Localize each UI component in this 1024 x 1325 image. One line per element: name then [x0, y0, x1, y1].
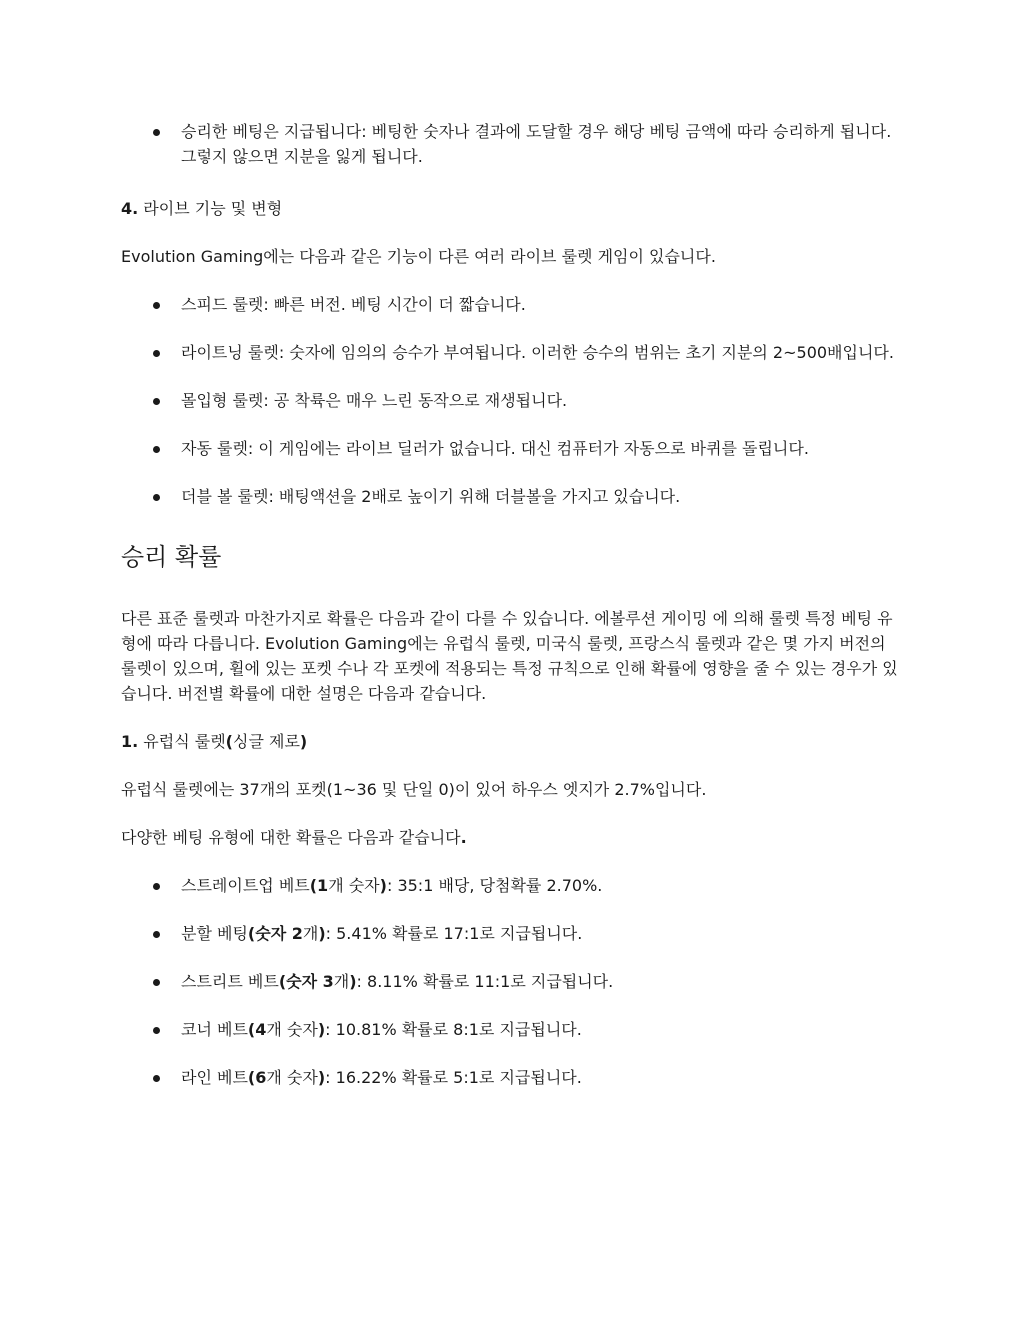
list-item: 스피드 룰렛: 빠른 버전. 베팅 시간이 더 짧습니다.	[121, 292, 901, 317]
bullet-icon	[153, 1027, 160, 1034]
section-4-heading: 4. 라이브 기능 및 변형	[121, 199, 283, 218]
list-item: 몰입형 룰렛: 공 착륙은 매우 느린 동작으로 재생됩니다.	[121, 388, 901, 413]
bullet-icon	[153, 931, 160, 938]
bullet-icon	[153, 494, 160, 501]
euro-heading: 1. 유럽식 룰렛(싱글 제로)	[121, 732, 308, 751]
list-item: 라인 베트(6개 숫자): 16.22% 확률로 5:1로 지급됩니다.	[121, 1065, 901, 1090]
bullet-icon	[153, 302, 160, 309]
euro-bets-lead: 다양한 베팅 유형에 대한 확률은 다음과 같습니다.	[121, 828, 467, 847]
feature-bullet-list	[121, 292, 901, 509]
odds-heading: 승리 확률	[121, 543, 222, 571]
bullet-icon	[153, 979, 160, 986]
bullet-icon	[153, 446, 160, 453]
bullet-icon	[153, 350, 160, 357]
bullet-icon	[153, 1075, 160, 1082]
bet-odds-list	[121, 873, 901, 1090]
section-4-intro: Evolution Gaming에는 다음과 같은 기능이 다른 여러 라이브 룰렛 게임이 있습니다.	[121, 247, 716, 266]
list-item: 스트리트 베트(숫자 3개): 8.11% 확률로 11:1로 지급됩니다.	[121, 969, 901, 994]
euro-description: 유럽식 룰렛에는 37개의 포켓(1~36 및 단일 0)이 있어 하우스 엣지가 2.7%입니다.	[121, 780, 707, 799]
bullet-icon	[153, 883, 160, 890]
list-item: 더블 볼 룰렛: 배팅액션을 2배로 높이기 위해 더블볼을 가지고 있습니다.	[121, 484, 901, 509]
list-item: 분할 베팅(숫자 2개): 5.41% 확률로 17:1로 지급됩니다.	[121, 921, 901, 946]
list-item: 라이트닝 룰렛: 숫자에 임의의 승수가 부여됩니다. 이러한 승수의 범위는 초기 지분의 2~500배입니다.	[121, 340, 901, 365]
list-item: 스트레이트업 베트(1개 숫자): 35:1 배당, 당첨확률 2.70%.	[121, 873, 901, 898]
list-item: 자동 룰렛: 이 게임에는 라이브 딜러가 없습니다. 대신 컴퓨터가 자동으로 바퀴를 돌립니다.	[121, 436, 901, 461]
list-item: 승리한 베팅은 지급됩니다: 베팅한 숫자나 결과에 도달할 경우 해당 베팅 금액에 따라 승리하게 됩니다. 그렇지 않으면 지분을 잃게 됩니다.	[121, 119, 901, 169]
bullet-icon	[153, 398, 160, 405]
bullet-icon	[153, 129, 160, 136]
document-content	[121, 119, 901, 1090]
list-item: 코너 베트(4개 숫자): 10.81% 확률로 8:1로 지급됩니다.	[121, 1017, 901, 1042]
intro-bullet-list	[121, 119, 901, 169]
odds-intro: 다른 표준 룰렛과 마찬가지로 확률은 다음과 같이 다를 수 있습니다. 에볼루션 게이밍 에 의해 룰렛 특정 베팅 유형에 따라 다릅니다. Evolution Gaming에는 유럽식 룰렛, 미국식 룰렛, 프랑스식 룰렛과 같은 몇 가지 버전의 룰렛이 있으며, 휠에 있는 포켓 수나 각 포켓에 적용되는 특정 규칙으로 인해 확률에 영향을 줄 수 있는 경우가 있습니다. 버전별 확률에 대한 설명은 다음과 같습니다.	[121, 609, 898, 703]
